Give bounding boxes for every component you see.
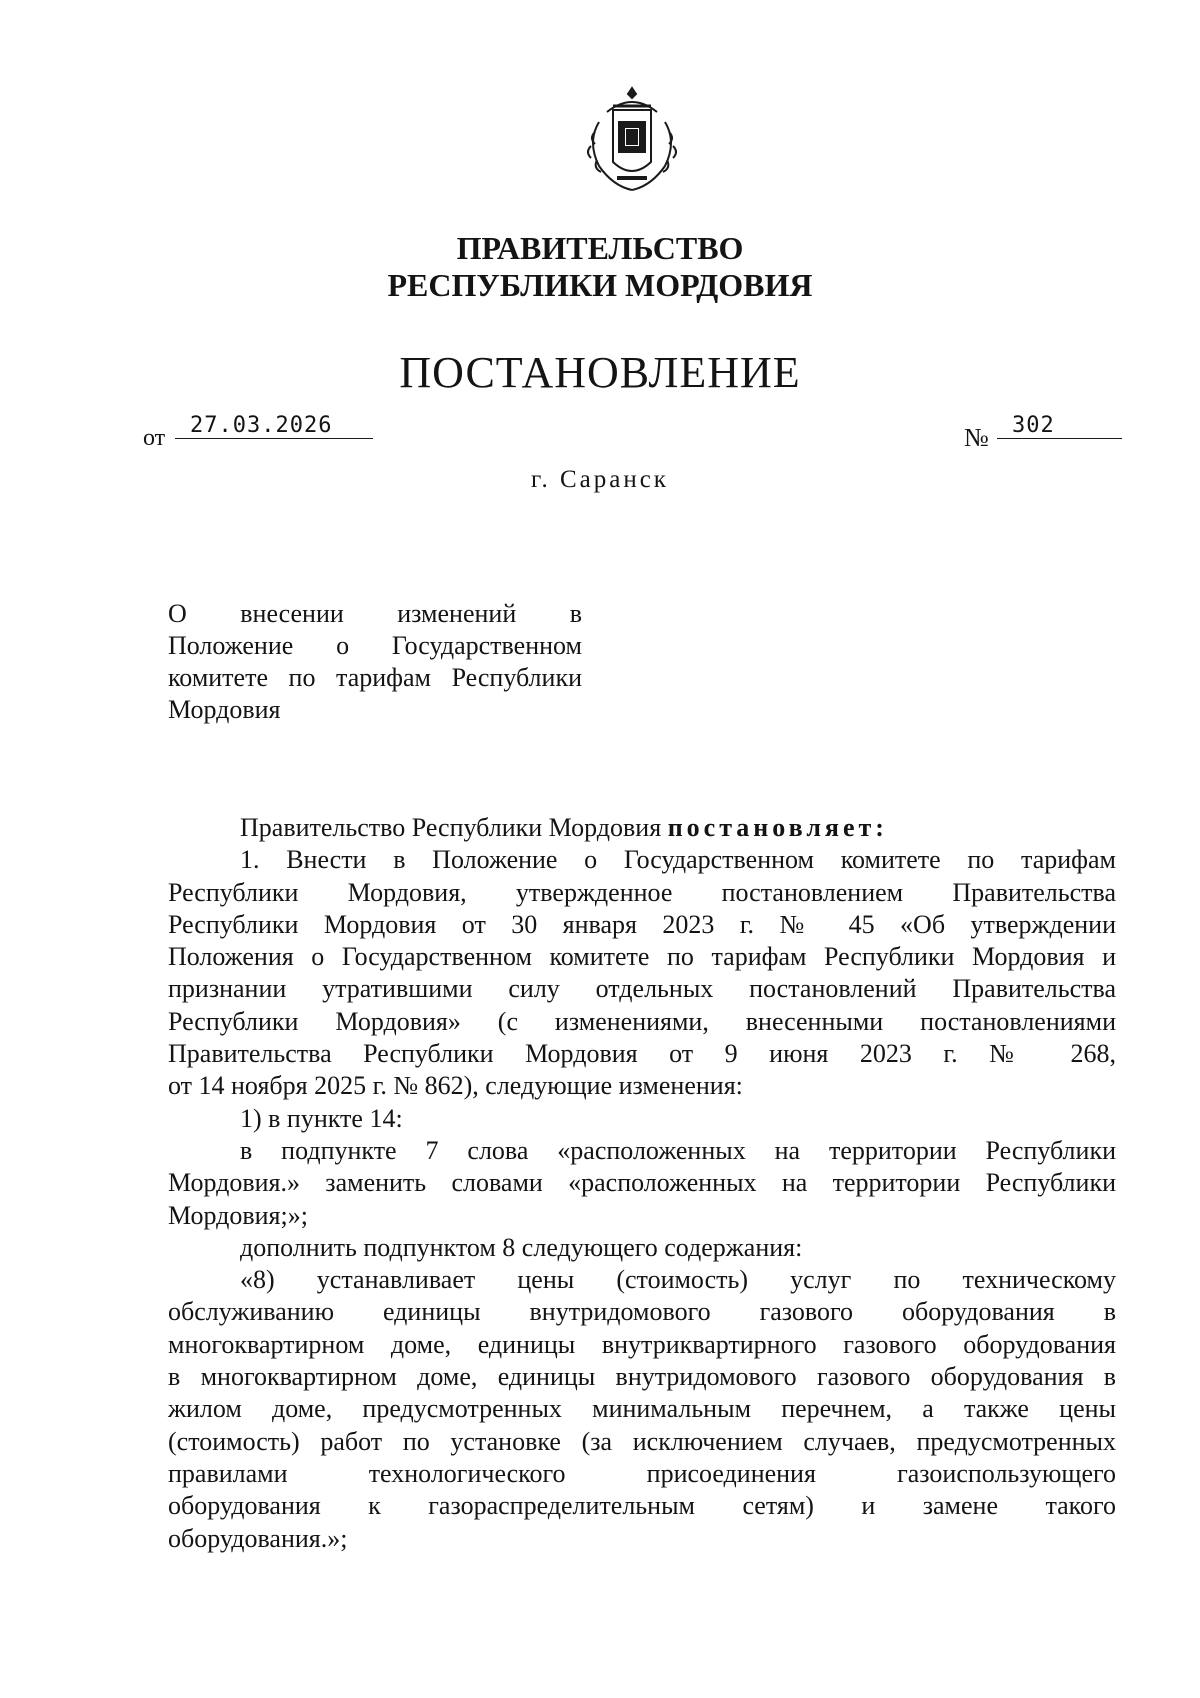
decree-date: 27.03.2026 — [190, 413, 333, 438]
body-line: дополнить подпунктом 8 следующего содержания: — [240, 1232, 803, 1262]
body-line: Мордовия.» заменить словами «расположенных на территории Республики — [168, 1168, 1116, 1198]
body-line: Мордовия;»; — [168, 1200, 308, 1230]
date-underline — [175, 438, 373, 439]
decree-title: ПОСТАНОВЛЕНИЕ — [399, 348, 801, 397]
body-line: Республики Мордовия» (с изменениями, внесенными постановлениями — [168, 1006, 1116, 1036]
body-line: «8) устанавливает цены (стоимость) услуг по техническому — [240, 1265, 1116, 1295]
subject-line: О внесении изменений в — [168, 599, 582, 628]
government-title-line2: РЕСПУБЛИКИ МОРДОВИЯ — [387, 267, 813, 303]
body-line: Республики Мордовия от 30 января 2023 г. № 45 «Об утверждении — [168, 909, 1116, 939]
body-line: 1) в пункте 14: — [240, 1103, 403, 1133]
preamble-verb: постановляет: — [667, 813, 888, 842]
body-line: Правительства Республики Мордовия от 9 июня 2023 г. № 268, — [168, 1039, 1116, 1069]
body-line: 1. Внести в Положение о Государственном комитете по тарифам — [240, 845, 1116, 875]
body-line: в подпункте 7 слова «расположенных на территории Республики — [240, 1135, 1116, 1165]
decree-number: 302 — [1012, 413, 1055, 438]
subject-line: комитете по тарифам Республики — [168, 663, 582, 692]
body-line: (стоимость) работ по установке (за исключением случаев, предусмотренных — [168, 1426, 1116, 1456]
body-line: жилом доме, предусмотренных минимальным перечнем, а также цены — [168, 1394, 1116, 1424]
body-line: многоквартирном доме, единицы внутриквартирного газового оборудования — [168, 1329, 1116, 1359]
number-label: № — [964, 423, 989, 452]
body-line: Республики Мордовия, утвержденное постановлением Правительства — [168, 877, 1116, 907]
body-line: оборудования к газораспределительным сетям) и замене такого — [168, 1491, 1116, 1521]
body-line: Положения о Государственном комитете по тарифам Республики Мордовия и — [168, 942, 1116, 972]
mordovia-coat-of-arms-icon — [577, 82, 687, 198]
body-line: в многоквартирном доме, единицы внутридомового газового оборудования в — [168, 1362, 1116, 1392]
preamble-line — [168, 812, 1116, 844]
preamble-text: Правительство Республики Мордовия — [240, 813, 662, 842]
city: г. Саранск — [531, 466, 669, 493]
body-line: признании утратившими силу отдельных постановлений Правительства — [168, 974, 1116, 1004]
body-line: оборудования.»; — [168, 1523, 348, 1553]
body-line: правилами технологического присоединения газоиспользующего — [168, 1458, 1116, 1488]
body-line: от 14 ноября 2025 г. № 862), следующие изменения: — [168, 1071, 743, 1101]
number-underline — [997, 438, 1122, 439]
government-title-line1: ПРАВИТЕЛЬСТВО — [456, 230, 744, 266]
decree-body — [168, 812, 1116, 1555]
decree-subject — [168, 598, 582, 726]
date-label: от — [143, 425, 166, 451]
subject-line: Мордовия — [168, 695, 281, 724]
subject-line: Положение о Государственном — [168, 631, 582, 660]
body-line: обслуживанию единицы внутридомового газового оборудования в — [168, 1297, 1116, 1327]
